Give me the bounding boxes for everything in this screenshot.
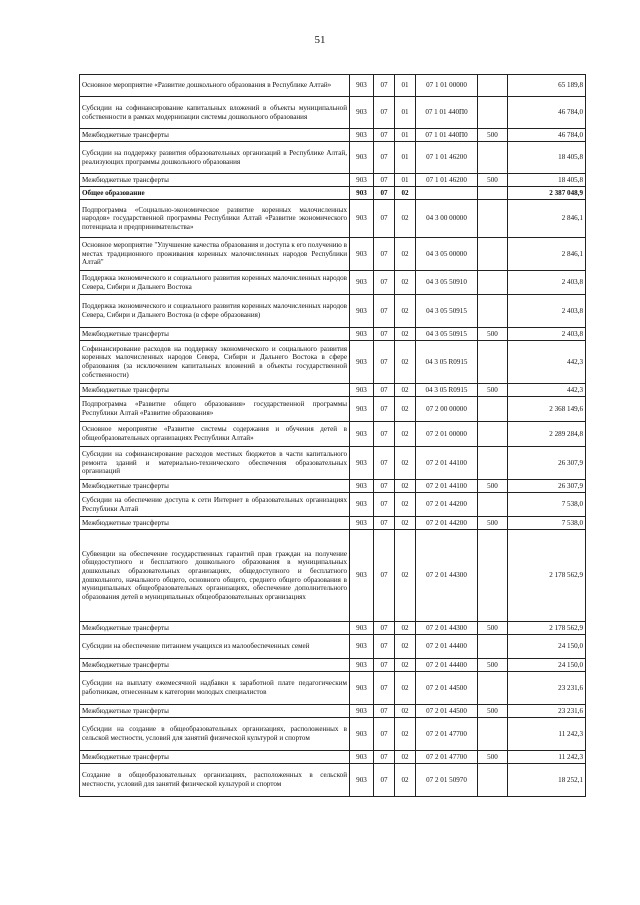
row-subsection-code: 02 (395, 271, 416, 295)
row-target-article-code: 07 2 01 44400 (416, 635, 478, 659)
table-row (80, 295, 586, 328)
row-section-code: 07 (374, 271, 395, 295)
row-name-cell: Основное мероприятие «Развитие системы содержания и обучения детей в общеобразовательных организациях Республики Алтай» (80, 422, 350, 447)
row-expense-type-code (478, 764, 508, 797)
row-expense-type-code (478, 447, 508, 480)
table-row (80, 480, 586, 493)
row-expense-type-code (478, 530, 508, 622)
row-amount: 2 178 562,9 (508, 530, 586, 622)
row-amount: 2 368 149,6 (508, 397, 586, 422)
row-expense-type-code (478, 295, 508, 328)
row-name-cell: Подпрограмма «Социально-экономическое развитие коренных малочисленных народов» государственной программы Республики Алтай «Развитие экономического потенциала и предпринимательства» (80, 200, 350, 238)
row-expense-type-code (478, 493, 508, 517)
row-target-article-code: 07 2 01 47700 (416, 751, 478, 764)
row-subsection-code: 02 (395, 635, 416, 659)
row-amount: 7 538,0 (508, 517, 586, 530)
row-name-cell: Субсидии на поддержку развития образовательных организаций в Республике Алтай, реализующих программы дошкольного образования (80, 142, 350, 174)
row-section-code: 07 (374, 718, 395, 751)
row-section-code: 07 (374, 480, 395, 493)
row-target-article-code: 07 2 01 44500 (416, 672, 478, 705)
row-gr-code: 903 (350, 659, 374, 672)
row-amount: 26 307,9 (508, 480, 586, 493)
row-section-code: 07 (374, 295, 395, 328)
row-name-cell: Межбюджетные трансферты (80, 705, 350, 718)
table-row (80, 422, 586, 447)
row-expense-type-code (478, 200, 508, 238)
row-amount: 2 846,1 (508, 238, 586, 271)
row-section-code: 07 (374, 422, 395, 447)
row-target-article-code: 07 2 00 00000 (416, 397, 478, 422)
row-section-code: 07 (374, 517, 395, 530)
row-expense-type-code (478, 75, 508, 97)
row-name-cell: Поддержка экономического и социального развития коренных малочисленных народов Севера, Сибири и Дальнего Востока (в сфере образования) (80, 295, 350, 328)
row-gr-code: 903 (350, 493, 374, 517)
table-row (80, 705, 586, 718)
row-subsection-code: 02 (395, 659, 416, 672)
row-section-code: 07 (374, 238, 395, 271)
row-subsection-code: 02 (395, 764, 416, 797)
row-name-cell: Подпрограмма «Развитие общего образования» государственной программы Республики Алтай «Развитие образования» (80, 397, 350, 422)
row-gr-code: 903 (350, 705, 374, 718)
row-gr-code: 903 (350, 200, 374, 238)
table-row (80, 517, 586, 530)
row-expense-type-code: 500 (478, 622, 508, 635)
row-target-article-code: 07 2 01 44100 (416, 480, 478, 493)
row-target-article-code: 07 2 01 44100 (416, 447, 478, 480)
row-amount: 23 231,6 (508, 672, 586, 705)
table-row (80, 493, 586, 517)
row-name-cell: Межбюджетные трансферты (80, 517, 350, 530)
row-gr-code: 903 (350, 238, 374, 271)
row-subsection-code: 02 (395, 341, 416, 384)
row-amount: 18 405,8 (508, 142, 586, 174)
row-name-cell: Межбюджетные трансферты (80, 174, 350, 187)
row-subsection-code: 02 (395, 238, 416, 271)
row-expense-type-code: 500 (478, 659, 508, 672)
table-row (80, 75, 586, 97)
row-gr-code: 903 (350, 672, 374, 705)
row-expense-type-code (478, 672, 508, 705)
row-section-code: 07 (374, 659, 395, 672)
row-expense-type-code (478, 271, 508, 295)
row-amount: 2 403,8 (508, 328, 586, 341)
row-target-article-code: 04 3 05 R0915 (416, 384, 478, 397)
row-amount: 2 387 048,9 (508, 187, 586, 200)
row-section-code: 07 (374, 384, 395, 397)
row-gr-code: 903 (350, 328, 374, 341)
row-amount: 23 231,6 (508, 705, 586, 718)
row-target-article-code (416, 187, 478, 200)
row-target-article-code: 07 1 01 00000 (416, 75, 478, 97)
row-name-cell: Межбюджетные трансферты (80, 129, 350, 142)
row-gr-code: 903 (350, 622, 374, 635)
row-expense-type-code: 500 (478, 480, 508, 493)
row-amount: 46 784,0 (508, 129, 586, 142)
row-gr-code: 903 (350, 295, 374, 328)
row-gr-code: 903 (350, 271, 374, 295)
row-name-cell: Создание в общеобразовательных организациях, расположенных в сельской местности, условий для занятий физической культурой и спортом (80, 764, 350, 797)
row-gr-code: 903 (350, 635, 374, 659)
row-target-article-code: 07 2 01 44200 (416, 517, 478, 530)
row-target-article-code: 07 1 01 46200 (416, 174, 478, 187)
row-subsection-code: 01 (395, 142, 416, 174)
row-expense-type-code (478, 635, 508, 659)
table-row (80, 187, 586, 200)
row-section-code: 07 (374, 75, 395, 97)
row-amount: 442,3 (508, 341, 586, 384)
row-name-cell: Межбюджетные трансферты (80, 659, 350, 672)
row-gr-code: 903 (350, 422, 374, 447)
table-row (80, 672, 586, 705)
row-target-article-code: 07 2 01 44400 (416, 659, 478, 672)
row-section-code: 07 (374, 705, 395, 718)
row-target-article-code: 07 1 01 440П0 (416, 129, 478, 142)
row-gr-code: 903 (350, 397, 374, 422)
table-row (80, 635, 586, 659)
table-row (80, 341, 586, 384)
row-subsection-code: 01 (395, 174, 416, 187)
row-subsection-code: 02 (395, 397, 416, 422)
row-subsection-code: 02 (395, 447, 416, 480)
table-row (80, 447, 586, 480)
row-section-code: 07 (374, 493, 395, 517)
table-row (80, 271, 586, 295)
row-gr-code: 903 (350, 517, 374, 530)
page-number: 51 (314, 34, 326, 46)
row-amount: 18 405,8 (508, 174, 586, 187)
row-section-code: 07 (374, 129, 395, 142)
row-subsection-code: 02 (395, 517, 416, 530)
row-section-code: 07 (374, 142, 395, 174)
row-name-cell: Основное мероприятие "Улучшение качества образования и доступа к его получению в местах традиционного проживания коренных малочисленных народов Республики Алтай" (80, 238, 350, 271)
row-subsection-code: 02 (395, 328, 416, 341)
row-gr-code: 903 (350, 97, 374, 129)
row-expense-type-code: 500 (478, 705, 508, 718)
table-row (80, 718, 586, 751)
row-target-article-code: 04 3 05 R0915 (416, 341, 478, 384)
row-name-cell: Субсидии на обеспечение питанием учащихся из малообеспеченных семей (80, 635, 350, 659)
row-amount: 7 538,0 (508, 493, 586, 517)
row-expense-type-code: 500 (478, 384, 508, 397)
row-name-cell: Субсидии на обеспечение доступа к сети Интернет в образовательных организациях Республики Алтай (80, 493, 350, 517)
row-subsection-code: 01 (395, 129, 416, 142)
row-expense-type-code: 500 (478, 129, 508, 142)
row-amount: 65 189,8 (508, 75, 586, 97)
row-name-cell: Субсидии на софинансирование расходов местных бюджетов в части капитального ремонта зданий и материально-технического обеспечения образовательных организаций (80, 447, 350, 480)
table-row (80, 659, 586, 672)
row-expense-type-code: 500 (478, 517, 508, 530)
row-section-code: 07 (374, 187, 395, 200)
row-section-code: 07 (374, 672, 395, 705)
row-expense-type-code (478, 422, 508, 447)
row-name-cell: Субвенции на обеспечение государственных гарантий прав граждан на получение общедоступного и бесплатного дошкольного образования в муниципальных дошкольных образовательных организациях, общедоступного и бесплатного дошкольного, начального общего, основного общего, среднего общего образования в муниципальных общеобразовательных организациях, обеспечение дополнительного образования детей в муниципальных общеобразовательных организациях (80, 530, 350, 622)
row-gr-code: 903 (350, 75, 374, 97)
row-gr-code: 903 (350, 142, 374, 174)
table-row (80, 384, 586, 397)
table-row (80, 129, 586, 142)
row-amount: 11 242,3 (508, 751, 586, 764)
row-name-cell: Межбюджетные трансферты (80, 384, 350, 397)
row-target-article-code: 07 2 01 44300 (416, 530, 478, 622)
row-subsection-code: 02 (395, 672, 416, 705)
table-row (80, 238, 586, 271)
row-amount: 2 289 284,8 (508, 422, 586, 447)
row-expense-type-code: 500 (478, 751, 508, 764)
row-expense-type-code (478, 187, 508, 200)
row-section-code: 07 (374, 764, 395, 797)
table-body (80, 75, 586, 797)
row-amount: 11 242,3 (508, 718, 586, 751)
row-amount: 2 846,1 (508, 200, 586, 238)
row-gr-code: 903 (350, 718, 374, 751)
table-row (80, 328, 586, 341)
row-amount: 26 307,9 (508, 447, 586, 480)
row-target-article-code: 07 1 01 46200 (416, 142, 478, 174)
row-gr-code: 903 (350, 174, 374, 187)
table-row (80, 751, 586, 764)
row-section-code: 07 (374, 397, 395, 422)
row-subsection-code: 02 (395, 622, 416, 635)
row-name-cell: Межбюджетные трансферты (80, 751, 350, 764)
row-expense-type-code: 500 (478, 328, 508, 341)
row-amount: 2 403,8 (508, 295, 586, 328)
row-section-code: 07 (374, 174, 395, 187)
row-subsection-code: 02 (395, 480, 416, 493)
row-section-code: 07 (374, 751, 395, 764)
row-target-article-code: 07 2 01 44500 (416, 705, 478, 718)
table-row (80, 530, 586, 622)
row-name-cell: Субсидии на выплату ежемесячной надбавки к заработной плате педагогическим работникам, отнесенным к категории молодых специалистов (80, 672, 350, 705)
row-amount: 24 150,0 (508, 659, 586, 672)
row-gr-code: 903 (350, 530, 374, 622)
row-name-cell: Общее образование (80, 187, 350, 200)
row-name-cell: Поддержка экономического и социального развития коренных малочисленных народов Севера, Сибири и Дальнего Востока (80, 271, 350, 295)
row-section-code: 07 (374, 97, 395, 129)
row-expense-type-code (478, 238, 508, 271)
row-amount: 24 150,0 (508, 635, 586, 659)
row-section-code: 07 (374, 447, 395, 480)
row-target-article-code: 07 2 01 44300 (416, 622, 478, 635)
table-row (80, 397, 586, 422)
row-section-code: 07 (374, 635, 395, 659)
row-expense-type-code (478, 97, 508, 129)
row-section-code: 07 (374, 328, 395, 341)
row-subsection-code: 01 (395, 75, 416, 97)
row-target-article-code: 04 3 05 50915 (416, 295, 478, 328)
row-name-cell: Межбюджетные трансферты (80, 328, 350, 341)
row-subsection-code: 02 (395, 493, 416, 517)
table-row (80, 764, 586, 797)
row-expense-type-code (478, 718, 508, 751)
row-gr-code: 903 (350, 129, 374, 142)
row-amount: 18 252,1 (508, 764, 586, 797)
row-target-article-code: 04 3 05 00000 (416, 238, 478, 271)
row-target-article-code: 07 1 01 440П0 (416, 97, 478, 129)
row-name-cell: Софинансирование расходов на поддержку экономического и социального развития коренных малочисленных народов Севера, Сибири и Дальнего Востока в сфере образования (за исключением капитальных вложений в объекты государственной собственности) (80, 341, 350, 384)
table-row (80, 142, 586, 174)
row-subsection-code: 01 (395, 97, 416, 129)
row-target-article-code: 04 3 05 50910 (416, 271, 478, 295)
table-row (80, 622, 586, 635)
row-gr-code: 903 (350, 384, 374, 397)
row-subsection-code: 02 (395, 530, 416, 622)
row-subsection-code: 02 (395, 705, 416, 718)
budget-table (79, 74, 586, 797)
row-name-cell: Субсидии на софинансирование капитальных вложений в объекты муниципальной собственности в рамках модернизации системы дошкольного образования (80, 97, 350, 129)
row-target-article-code: 04 3 05 50915 (416, 328, 478, 341)
row-amount: 2 403,8 (508, 271, 586, 295)
row-gr-code: 903 (350, 480, 374, 493)
row-section-code: 07 (374, 530, 395, 622)
row-subsection-code: 02 (395, 200, 416, 238)
row-amount: 442,3 (508, 384, 586, 397)
table-row (80, 97, 586, 129)
row-target-article-code: 07 2 01 50970 (416, 764, 478, 797)
row-name-cell: Субсидии на создание в общеобразовательных организациях, расположенных в сельской местности, условий для занятий физической культурой и спортом (80, 718, 350, 751)
row-target-article-code: 07 2 01 00000 (416, 422, 478, 447)
row-gr-code: 903 (350, 751, 374, 764)
row-gr-code: 903 (350, 447, 374, 480)
row-subsection-code: 02 (395, 751, 416, 764)
row-section-code: 07 (374, 622, 395, 635)
row-amount: 2 178 562,9 (508, 622, 586, 635)
row-target-article-code: 04 3 00 00000 (416, 200, 478, 238)
row-gr-code: 903 (350, 764, 374, 797)
table-row (80, 200, 586, 238)
row-target-article-code: 07 2 01 44200 (416, 493, 478, 517)
row-section-code: 07 (374, 341, 395, 384)
row-subsection-code: 02 (395, 187, 416, 200)
row-gr-code: 903 (350, 341, 374, 384)
row-expense-type-code (478, 142, 508, 174)
row-expense-type-code (478, 341, 508, 384)
row-subsection-code: 02 (395, 422, 416, 447)
row-expense-type-code: 500 (478, 174, 508, 187)
row-subsection-code: 02 (395, 718, 416, 751)
row-name-cell: Основное мероприятие «Развитие дошкольного образования в Республике Алтай» (80, 75, 350, 97)
row-target-article-code: 07 2 01 47700 (416, 718, 478, 751)
row-amount: 46 784,0 (508, 97, 586, 129)
row-subsection-code: 02 (395, 384, 416, 397)
row-section-code: 07 (374, 200, 395, 238)
row-gr-code: 903 (350, 187, 374, 200)
table-row (80, 174, 586, 187)
row-expense-type-code (478, 397, 508, 422)
row-name-cell: Межбюджетные трансферты (80, 480, 350, 493)
row-name-cell: Межбюджетные трансферты (80, 622, 350, 635)
row-subsection-code: 02 (395, 295, 416, 328)
